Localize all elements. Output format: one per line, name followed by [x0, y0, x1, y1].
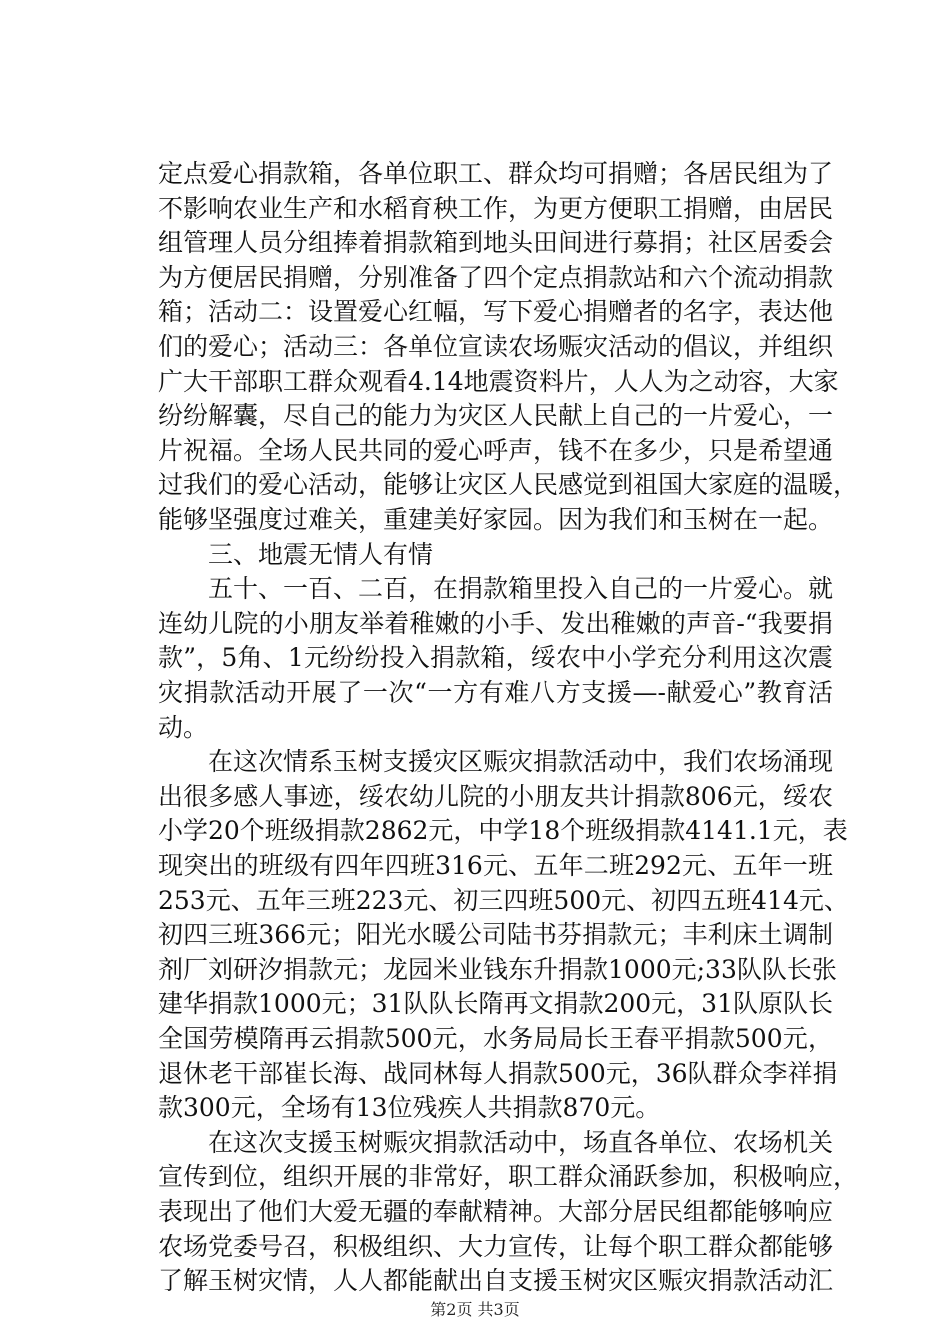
paragraph-line: 全国劳模隋再云捐款500元，水务局局长王春平捐款500元，: [158, 1024, 833, 1053]
paragraph-line: 动。: [158, 712, 209, 742]
paragraph-line: 灾捐款活动开展了一次“一方有难八方支援—-献爱心”教育活: [158, 678, 833, 707]
paragraph-line: 为方便居民捐赠，分别准备了四个定点捐款站和六个流动捐款: [158, 262, 834, 292]
paragraph-line: 在这次情系玉树支援灾区赈灾捐款活动中，我们农场涌现: [208, 747, 834, 777]
paragraph-line: 们的爱心；活动三：各单位宣读农场赈灾活动的倡议，并组织: [158, 332, 834, 361]
paragraph-line: 小学20个班级捐款2862元，中学18个班级捐款4141.1元，表: [158, 816, 848, 846]
paragraph-line: 农场党委号召，积极组织、大力宣传，让每个职工群众都能够: [158, 1231, 834, 1261]
page-number-footer: 第2页 共3页: [430, 1300, 520, 1319]
paragraph-line: 广大干部职工群众观看4.14地震资料片，人人为之动容，大家: [158, 366, 839, 396]
paragraph-line: 三、地震无情人有情: [208, 539, 434, 569]
paragraph-line: 现突出的班级有四年四班316元、五年二班292元、五年一班: [158, 851, 833, 880]
paragraph-line: 组管理人员分组捧着捐款箱到地头田间进行募捐；社区居委会: [158, 228, 834, 258]
paragraph-line: 在这次支援玉树赈灾捐款活动中，场直各单位、农场机关: [208, 1127, 834, 1157]
paragraph-line: 不影响农业生产和水稻育秧工作，为更方便职工捐赠，由居民: [158, 193, 834, 223]
paragraph-line: 过我们的爱心活动，能够让灾区人民感觉到祖国大家庭的温暖，: [158, 470, 859, 500]
paragraph-line: 了解玉树灾情，人人都能献出自支援玉树灾区赈灾捐款活动汇: [158, 1266, 834, 1296]
paragraph-line: 宣传到位，组织开展的非常好，职工群众涌跃参加，积极响应，: [158, 1162, 859, 1192]
paragraph-line: 253元、五年三班223元、初三四班500元、初四五班414元、: [158, 885, 849, 915]
paragraph-line: 出很多感人事迹，绥农幼儿院的小朋友共计捐款806元，绥农: [158, 781, 833, 811]
paragraph-line: 连幼儿院的小朋友举着稚嫩的小手、发出稚嫩的声音-“我要捐: [158, 608, 833, 638]
paragraph-line: 五十、一百、二百，在捐款箱里投入自己的一片爱心。就: [208, 574, 834, 604]
paragraph-line: 剂厂刘研汐捐款元；龙园米业钱东升捐款1000元;33队队长张: [158, 954, 837, 984]
paragraph-line: 能够坚强度过难关，重建美好家园。因为我们和玉树在一起。: [158, 505, 834, 534]
paragraph-line: 纷纷解囊，尽自己的能力为灾区人民献上自己的一片爱心，一: [158, 401, 834, 431]
paragraph-line: 退休老干部崔长海、战同林每人捐款500元，36队群众李祥捐: [158, 1058, 838, 1088]
paragraph-line: 定点爱心捐款箱，各单位职工、群众均可捐赠；各居民组为了: [158, 159, 834, 188]
paragraph-line: 初四三班366元；阳光水暖公司陆书芬捐款元；丰利床土调制: [158, 920, 833, 950]
paragraph-line: 片祝福。全场人民共同的爱心呼声，钱不在多少，只是希望通: [158, 435, 834, 465]
paragraph-line: 款”，5角、1元纷纷投入捐款箱，绥农中小学充分利用这次震: [158, 643, 833, 673]
paragraph-line: 款300元，全场有13位残疾人共捐款870元。: [158, 1093, 661, 1123]
paragraph-line: 表现出了他们大爱无疆的奉献精神。大部分居民组都能够响应: [158, 1197, 834, 1226]
paragraph-line: 箱；活动二：设置爱心红幅，写下爱心捐赠者的名字，表达他: [158, 297, 834, 327]
paragraph-line: 建华捐款1000元；31队队长隋再文捐款200元，31队原队长: [158, 989, 833, 1019]
